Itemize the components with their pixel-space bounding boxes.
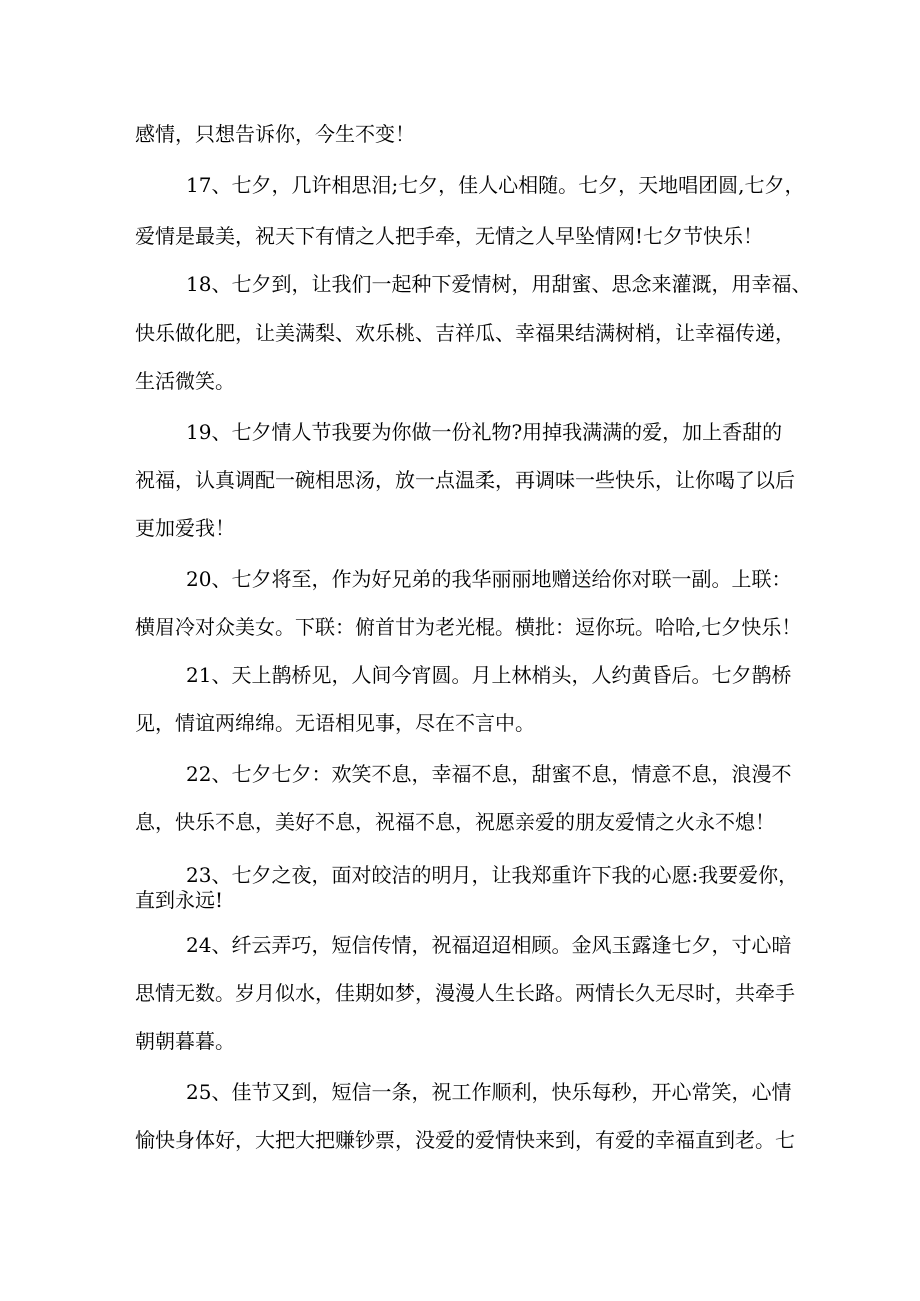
text-line-content: 祝福，认真调配一碗相思汤，放一点温柔，再调味一些快乐，让你喝了以后 — [135, 468, 795, 492]
text-line — [0, 269, 920, 299]
text-line — [0, 465, 920, 495]
text-line-content: 更加爱我！ — [135, 516, 235, 540]
text-line-content: 19、七夕情人节我要为你做一份礼物?用掉我满满的爱，加上香甜的 — [186, 420, 783, 444]
text-line — [0, 708, 920, 738]
text-line — [0, 978, 920, 1008]
text-line-content: 生活微笑。 — [135, 369, 235, 393]
text-line — [0, 930, 920, 960]
text-line — [0, 221, 920, 251]
text-line — [0, 366, 920, 396]
text-line — [0, 119, 920, 149]
text-line-content: 21、天上鹊桥见，人间今宵圆。月上林梢头，人约黄昏后。七夕鹊桥 — [186, 663, 792, 687]
text-line — [0, 1026, 920, 1056]
text-line-content: 息，快乐不息，美好不息，祝福不息，祝愿亲爱的朋友爱情之火永不熄！ — [135, 810, 775, 834]
text-line-content: 23、七夕之夜，面对皎洁的明月，让我郑重许下我的心愿:我要爱你， — [186, 863, 799, 887]
text-line-content: 思情无数。岁月似水，佳期如梦，漫漫人生长路。两情长久无尽时，共牵手 — [135, 981, 795, 1005]
text-line — [0, 564, 920, 594]
text-line-content: 18、七夕到，让我们一起种下爱情树，用甜蜜、思念来灌溉，用幸福、 — [186, 272, 812, 296]
text-line-content: 快乐做化肥，让美满梨、欢乐桃、吉祥瓜、幸福果结满树梢，让幸福传递， — [135, 321, 795, 345]
text-line — [0, 885, 920, 915]
text-line-content: 20、七夕将至，作为好兄弟的我华丽丽地赠送给你对联一副。上联： — [186, 567, 792, 591]
text-line — [0, 1077, 920, 1107]
text-line — [0, 759, 920, 789]
text-line-content: 22、七夕七夕：欢笑不息，幸福不息，甜蜜不息，情意不息，浪漫不 — [186, 762, 792, 786]
text-line — [0, 660, 920, 690]
text-line — [0, 807, 920, 837]
text-line-content: 见，情谊两绵绵。无语相见事，尽在不言中。 — [135, 711, 535, 735]
text-line — [0, 612, 920, 642]
text-line — [0, 1125, 920, 1155]
text-line-content: 爱情是最美，祝天下有情之人把手牵，无情之人早坠情网!七夕节快乐！ — [135, 224, 764, 248]
text-line — [0, 417, 920, 447]
text-line-content: 感情，只想告诉你，今生不变！ — [135, 122, 415, 146]
text-line-content: 朝朝暮暮。 — [135, 1029, 235, 1053]
text-line-content: 愉快身体好，大把大把赚钞票，没爱的爱情快来到，有爱的幸福直到老。七 — [135, 1128, 795, 1152]
text-line-content: 24、纤云弄巧，短信传情，祝福迢迢相顾。金风玉露逢七夕，寸心暗 — [186, 933, 792, 957]
text-line-content: 25、佳节又到，短信一条，祝工作顺利，快乐每秒，开心常笑，心情 — [186, 1080, 792, 1104]
text-line — [0, 513, 920, 543]
text-line-content: 直到永远! — [135, 888, 224, 912]
text-line-content: 17、七夕，几许相思泪;七夕，佳人心相随。七夕，天地唱团圆,七夕， — [186, 173, 805, 197]
text-line-content: 横眉冷对众美女。下联：俯首甘为老光棍。横批：逗你玩。哈哈,七夕快乐！ — [135, 615, 802, 639]
text-line — [0, 170, 920, 200]
text-line — [0, 318, 920, 348]
